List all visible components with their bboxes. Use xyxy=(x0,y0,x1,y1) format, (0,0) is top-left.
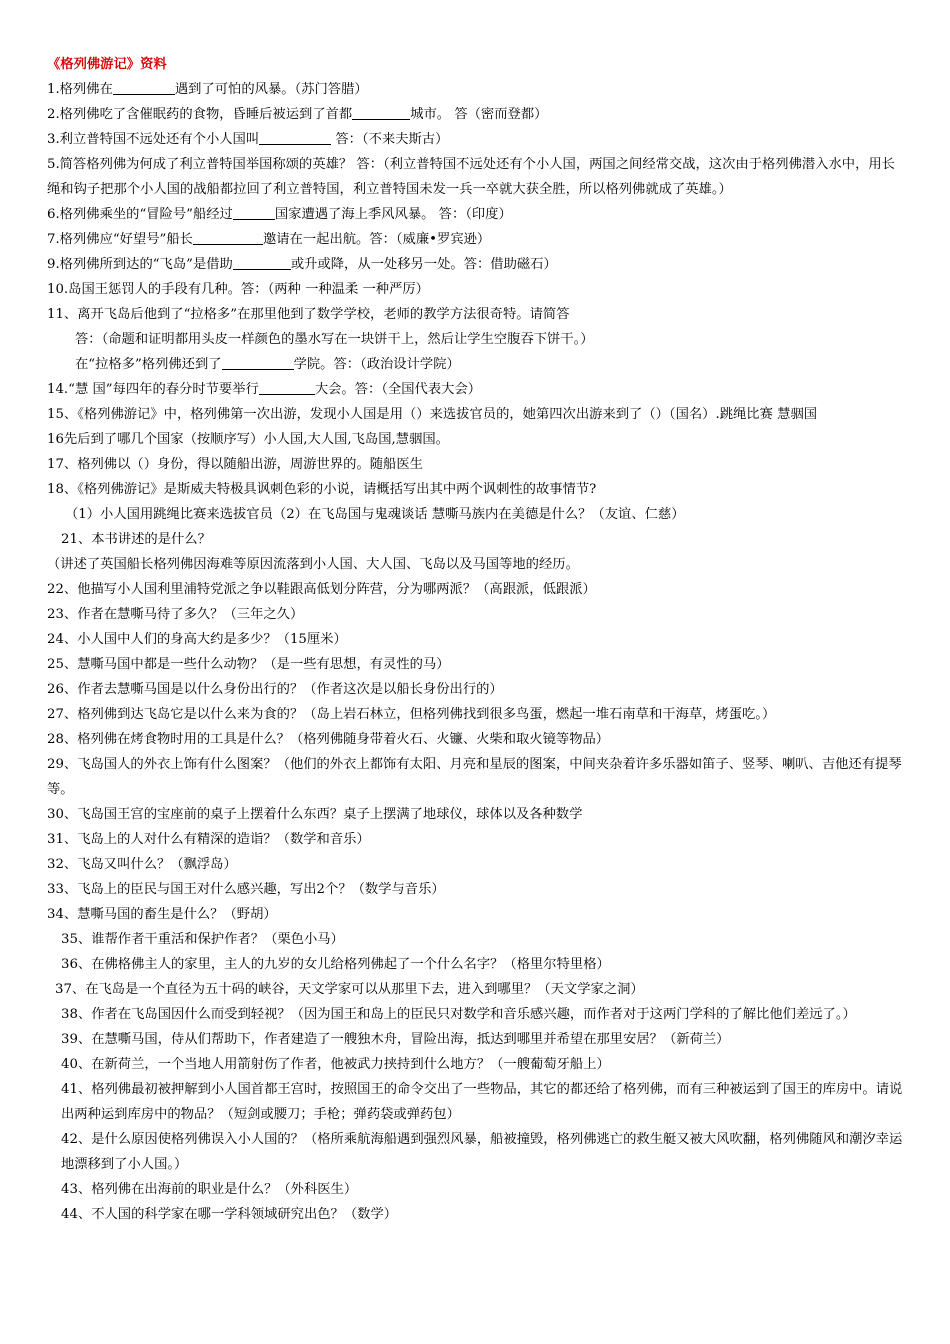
fill-blank xyxy=(113,79,175,95)
question-16: 16先后到了哪几个国家（按顺序写）小人国,大人国,飞岛国,慧骃国。 xyxy=(47,432,449,447)
question-29: 29、飞岛国人的外衣上饰有什么图案？（他们的外衣上都饰有太阳、月亮和星辰的图案，中间夹杂着许多乐器如笛子、竖琴、喇叭、吉他还有提琴等。 xyxy=(47,757,902,797)
question-32: 32、飞岛又叫什么？（飘浮岛） xyxy=(47,857,237,872)
question-35: 35、谁帮作者干重活和保护作者？（栗色小马） xyxy=(61,932,344,947)
question-6: 6.格列佛乘坐的“冒险号”船经过 国家遭遇了海上季风风暴。 答：（印度） xyxy=(47,202,907,227)
question-25: 25、慧嘶马国中都是一些什么动物？（是一些有思想，有灵性的马） xyxy=(47,657,450,672)
question-9: 9.格列佛所到达的“飞岛”是借助 或升或降，从一处移另一处。答：借助磁石） xyxy=(47,252,907,277)
fill-blank xyxy=(352,104,410,120)
question-36: 36、在佛格佛主人的家里，主人的九岁的女儿给格列佛起了一个什么名字？（格里尔特里格） xyxy=(61,957,610,972)
fill-blank xyxy=(233,204,275,220)
question-15: 15、《格列佛游记》中，格列佛第一次出游，发现小人国是用（）来选拔官员的，她第四次出游来到了（）（国名）.跳绳比赛 慧骃国 xyxy=(47,407,817,422)
question-5: 5.简答格列佛为何成了利立普特国举国称颂的英雄？ 答：（利立普特国不远处还有个小人国，两国之间经常交战，这次由于格列佛潜入水中，用长绳和钩子把那个小人国的战船都拉回了利立普特国，利立普特国未发一兵一卒就大获全胜，所以格列佛就成了英雄。） xyxy=(47,157,895,197)
question-11-answer: 答：（命题和证明都用头皮一样颜色的墨水写在一块饼干上，然后让学生空腹吞下饼干。） xyxy=(75,332,594,347)
fill-blank xyxy=(233,254,291,270)
fill-blank xyxy=(222,354,294,370)
question-33: 33、飞岛上的臣民与国王对什么感兴趣，写出2个？（数学与音乐） xyxy=(47,882,445,897)
question-38: 38、作者在飞岛国因什么而受到轻视？（因为国王和岛上的臣民只对数学和音乐感兴趣，而作者对于这两门学科的了解比他们差远了。） xyxy=(61,1007,856,1022)
question-11: 11、离开飞岛后他到了“拉格多”在那里他到了数学学校，老师的教学方法很奇特。请简答 xyxy=(47,307,570,322)
question-1: 1.格列佛在 遇到了可怕的风暴。（苏门答腊） xyxy=(47,77,907,102)
question-30: 30、飞岛国王宫的宝座前的桌子上摆着什么东西？桌子上摆满了地球仪，球体以及各种数学 xyxy=(47,807,583,822)
question-21: 21、本书讲述的是什么？ xyxy=(61,532,211,547)
question-22: 22、他描写小人国利里浦特党派之争以鞋跟高低划分阵营，分为哪两派？（高跟派，低跟派） xyxy=(47,582,596,597)
question-21-answer: （讲述了英国船长格列佛因海难等原因流落到小人国、大人国、飞岛以及马国等地的经历。 xyxy=(47,557,579,572)
question-26: 26、作者去慧嘶马国是以什么身份出行的？（作者这次是以船长身份出行的） xyxy=(47,682,503,697)
question-28: 28、格列佛在烤食物时用的工具是什么？（格列佛随身带着火石、火镰、火柴和取火镜等物品） xyxy=(47,732,610,747)
question-23: 23、作者在慧嘶马待了多久？（三年之久） xyxy=(47,607,304,622)
question-37: 37、在飞岛是一个直径为五十码的峡谷，天文学家可以从那里下去，进入到哪里？（天文学家之洞） xyxy=(55,982,644,997)
question-27: 27、格列佛到达飞岛它是以什么来为食的？（岛上岩石林立，但格列佛找到很多鸟蛋，燃起一堆石南草和干海草，烤蛋吃。） xyxy=(47,707,776,722)
question-39: 39、在慧嘶马国，侍从们帮助下，作者建造了一艘独木舟，冒险出海，抵达到哪里并希望在那里安居？（新荷兰） xyxy=(61,1032,730,1047)
fill-blank xyxy=(259,379,315,395)
question-44: 44、不人国的科学家在哪一学科领域研究出色？（数学） xyxy=(61,1207,398,1222)
question-11-extra: 在“拉格多”格列佛还到了 学院。答：（政治设计学院） xyxy=(47,352,907,377)
question-10: 10.岛国王惩罚人的手段有几种。答：（两种 一种温柔 一种严厉） xyxy=(47,282,429,297)
document-title: 《格列佛游记》资料 xyxy=(47,57,167,72)
question-31: 31、飞岛上的人对什么有精深的造诣？（数学和音乐） xyxy=(47,832,370,847)
document-page xyxy=(47,52,907,1227)
question-7: 7.格列佛应“好望号”船长 邀请在一起出航。答：（威廉•罗宾逊） xyxy=(47,227,907,252)
question-18-answer: （1）小人国用跳绳比赛来选拔官员（2）在飞岛国与鬼魂谈话 慧嘶马族内在美德是什么？（友谊、仁慈） xyxy=(65,507,685,522)
question-34: 34、慧嘶马国的畜生是什么？（野胡） xyxy=(47,907,277,922)
question-24: 24、小人国中人们的身高大约是多少？（15厘米） xyxy=(47,632,347,647)
fill-blank xyxy=(193,229,263,245)
question-18: 18、《格列佛游记》是斯威夫特极具讽刺色彩的小说，请概括写出其中两个讽刺性的故事情节? xyxy=(47,482,597,497)
question-40: 40、在新荷兰，一个当地人用箭射伤了作者，他被武力挟持到什么地方？（一艘葡萄牙船上） xyxy=(61,1057,610,1072)
question-2: 2.格列佛吃了含催眠药的食物，昏睡后被运到了首都 城市。 答（密而登都） xyxy=(47,102,907,127)
question-42: 42、是什么原因使格列佛误入小人国的？（格所乘航海船遇到强烈风暴，船被撞毁，格列佛逃亡的救生艇又被大风吹翻，格列佛随风和潮汐幸运地漂移到了小人国。） xyxy=(61,1132,903,1172)
question-3: 3.利立普特国不远处还有个小人国叫 答：（不来夫斯古） xyxy=(47,127,907,152)
question-17: 17、格列佛以（）身份，得以随船出游，周游世界的。随船医生 xyxy=(47,457,423,472)
question-41: 41、格列佛最初被押解到小人国首都王宫时，按照国王的命令交出了一些物品，其它的都还给了格列佛，而有三种被运到了国王的库房中。请说出两种运到库房中的物品？（短剑或腰刀；手枪；弹药袋或弹药包） xyxy=(61,1082,903,1122)
question-14: 14.“慧 国”每四年的春分时节要举行 大会。答：（全国代表大会） xyxy=(47,377,907,402)
fill-blank xyxy=(259,129,331,145)
question-43: 43、格列佛在出海前的职业是什么？（外科医生） xyxy=(61,1182,358,1197)
